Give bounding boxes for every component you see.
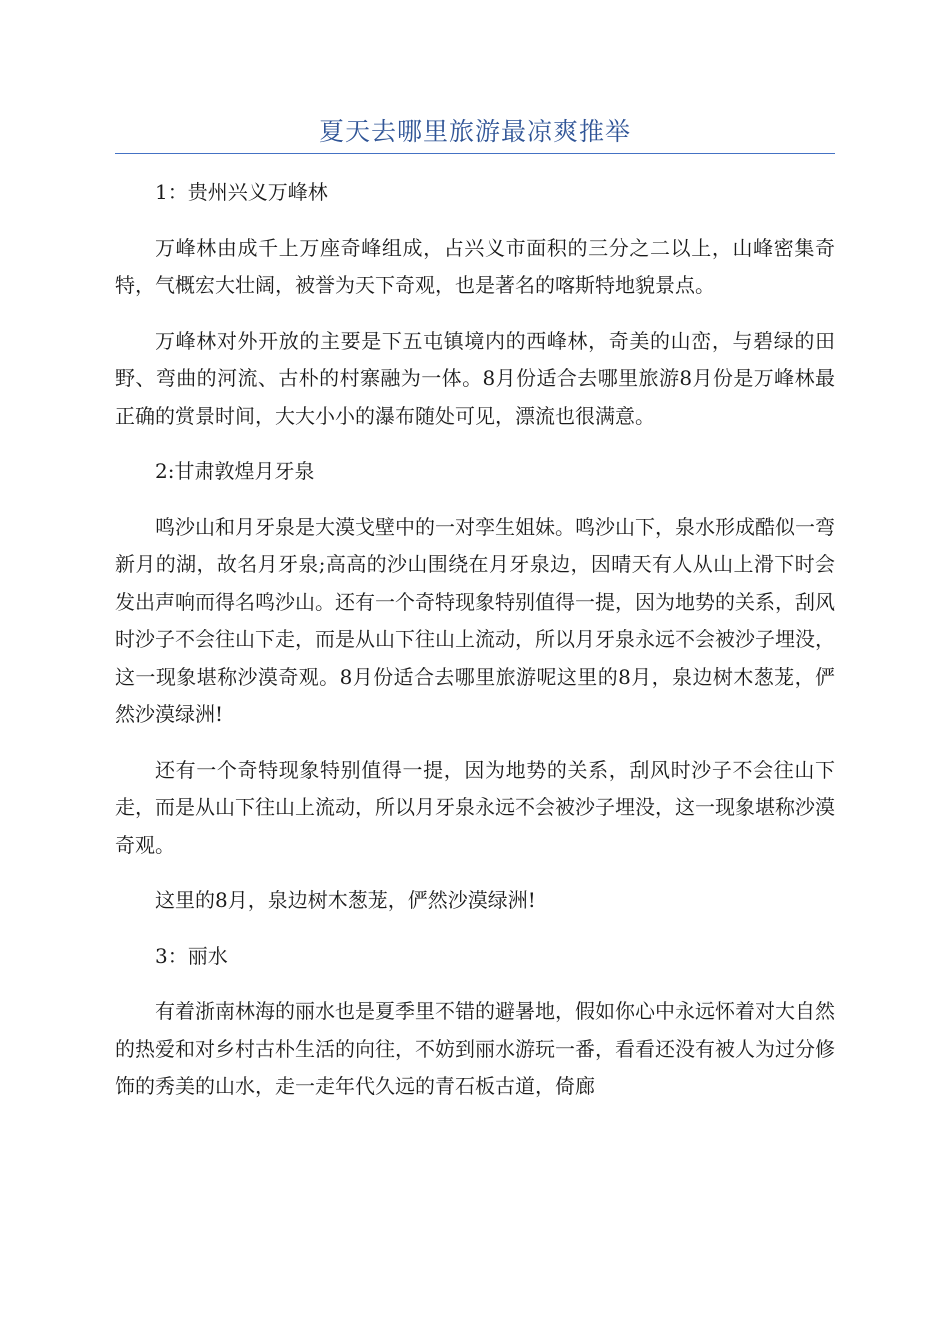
section-heading-3: 3：丽水: [155, 943, 228, 968]
document-title: 夏天去哪里旅游最凉爽推举: [318, 117, 631, 146]
paragraph: 万峰林对外开放的主要是下五屯镇境内的西峰林，奇美的山峦，与碧绿的田野、弯曲的河流、古朴的村寨融为一体。8月份适合去哪里旅游8月份是万峰林最正确的赏景时间，大大小小的瀑布随处可见，漂流也很满意。: [115, 328, 835, 428]
paragraph: 有着浙南林海的丽水也是夏季里不错的避暑地，假如你心中永远怀着对大自然的热爱和对乡村古朴生活的向往，不妨到丽水游玩一番，看看还没有被人为过分修饰的秀美的山水，走一走年代久远的青石板古道，倚廊: [115, 999, 835, 1098]
paragraph: 万峰林由成千上万座奇峰组成，占兴义市面积的三分之二以上，山峰密集奇特，气概宏大壮阔，被誉为天下奇观，也是著名的喀斯特地貌景点。: [115, 235, 835, 297]
paragraph: 还有一个奇特现象特别值得一提，因为地势的关系，刮风时沙子不会往山下走，而是从山下往山上流动，所以月牙泉永远不会被沙子埋没，这一现象堪称沙漠奇观。: [115, 757, 835, 857]
section-heading-2: 2:甘肃敦煌月牙泉: [155, 459, 315, 483]
paragraph: 鸣沙山和月牙泉是大漠戈壁中的一对孪生姐妹。鸣沙山下，泉水形成酷似一弯新月的湖，故名月牙泉;高高的沙山围绕在月牙泉边，因晴天有人从山上滑下时会发出声响而得名鸣沙山。还有一个奇特现象特别值得一提，因为地势的关系，刮风时沙子不会往山下走，而是从山下往山上流动，所以月牙泉永远不会被沙子埋没，这一现象堪称沙漠奇观。8月份适合去哪里旅游呢这里的8月，泉边树木葱茏，俨然沙漠绿洲!: [115, 514, 835, 726]
section-heading-1: 1：贵州兴义万峰林: [155, 180, 328, 204]
paragraph: 这里的8月，泉边树木葱茏，俨然沙漠绿洲!: [155, 888, 536, 912]
title-underline-divider: [115, 153, 835, 154]
document-body: [115, 174, 835, 1124]
